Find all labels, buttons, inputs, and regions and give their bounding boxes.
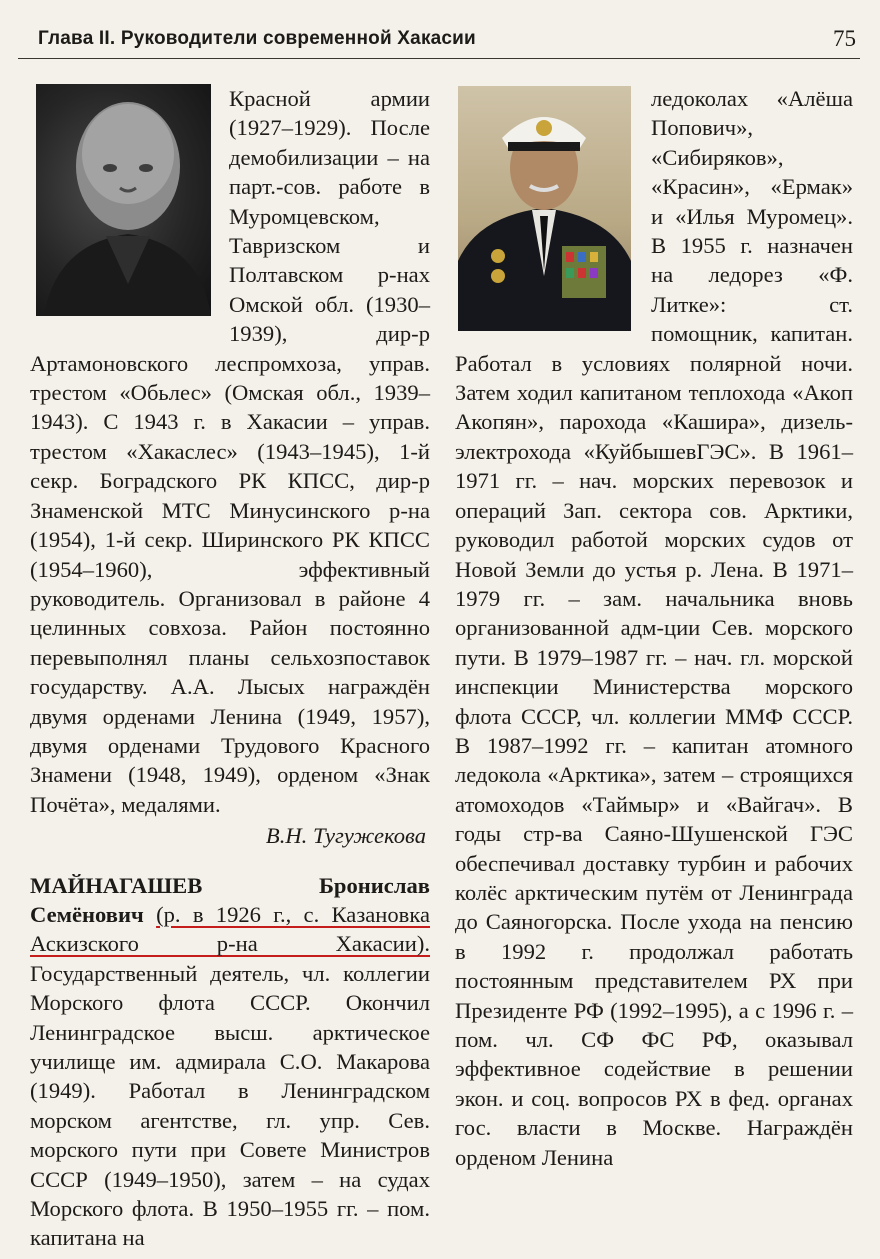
captain-portrait-icon [458,86,631,331]
biography-entry-mainagashev [30,871,430,1253]
chapter-title: Глава II. Руководители современной Хакасии [38,28,476,49]
page-number: 75 [833,26,856,51]
entry-name: МАЙНАГАШЕВ Бронислав Семёнович [30,872,430,927]
entry-text: Государственный деятель, чл. коллегии Морского флота СССР. Окончил Ленинградское высш. арктическое училище им. адмирала С.О. Макарова (1949). Работал в Ленинградском морском агентстве, гл. упр. Сев. морского пути при Совете Министров СССР (1949–1950), затем – на судах Морского флота. В 1950–1955 гг. – пом. капитана на [30,960,430,1251]
entry-birth-underlined: (р. в 1926 г., с. Казановка Аскизского р-на Хакасии). [30,901,430,957]
left-column [30,84,430,1253]
biography-paragraph-lysykh: Красной армии (1927–1929). После демобилизации – на парт.-сов. работе в Муромцевском, Тавризском и Полтавском р-нах Омской обл. (1930–1939), дир-р Артамоновского леспромхоза, управ. трестом «Обьлес» (Омская обл., 1939–1943). С 1943 г. в Хакасии – управ. трестом «Хакаслес» (1943–1945), 1-й секр. Боградского РК КПСС, дир-р Знаменской МТС Минусинского р-на (1954), 1-й секр. Ширинского РК КПСС (1954–1960), эффективный руководитель. Организовал в районе 4 целинных совхоза. Район постоянно перевыполнял планы сельхозпоставок государству. А.А. Лысых награждён двумя орденами Ленина (1949, 1957), двумя орденами Трудового Красного Знамени (1948, 1949), орденом «Знак Почёта», медалями. [30,86,430,817]
portrait-photo-icon [36,84,211,316]
right-column [455,84,853,1172]
page-header [18,22,860,59]
author-signature: В.Н. Тугужекова [265,823,426,849]
biography-continuation: ледоколах «Алёша Попович», «Сибиряков», «Красин», «Ермак» и «Илья Муромец». В 1955 г. назначен на ледорез «Ф. Литке»: ст. помощник, капитан. Работал в условиях полярной ночи. Затем ходил капитаном теплохода «Акоп Акопян», парохода «Кашира», дизель-электрохода «КуйбышевГЭС». В 1961–1971 гг. – нач. морских перевозок и операций Зап. сектора сов. Арктики, руководил работой морских судов от Новой Земли до устья р. Лена. В 1971–1979 гг. – зам. начальника вновь организованной адм-ции Сев. морского пути. В 1979–1987 гг. – нач. гл. морской инспекции Министерства морского флота СССР, чл. коллегии ММФ СССР. В 1987–1992 гг. – капитан атомного ледокола «Арктика», затем – строящихся атомоходов «Таймыр» и «Вайгач». В годы стр-ва Саяно-Шушенской ГЭС обеспечивал доставку турбин и рабочих колёс арктическим путём от Ленинграда до Саяногорска. После ухода на пенсию в 1992 г. продолжал работать постоянным представителем РХ при Президенте РФ (1992–1995), а с 1996 г. – пом. чл. СФ ФС РФ, оказывал эффективное содействие в решении экон. и соц. вопросов РХ в фед. органах гос. власти в Москве. Награждён орденом Ленина [455,86,853,1170]
